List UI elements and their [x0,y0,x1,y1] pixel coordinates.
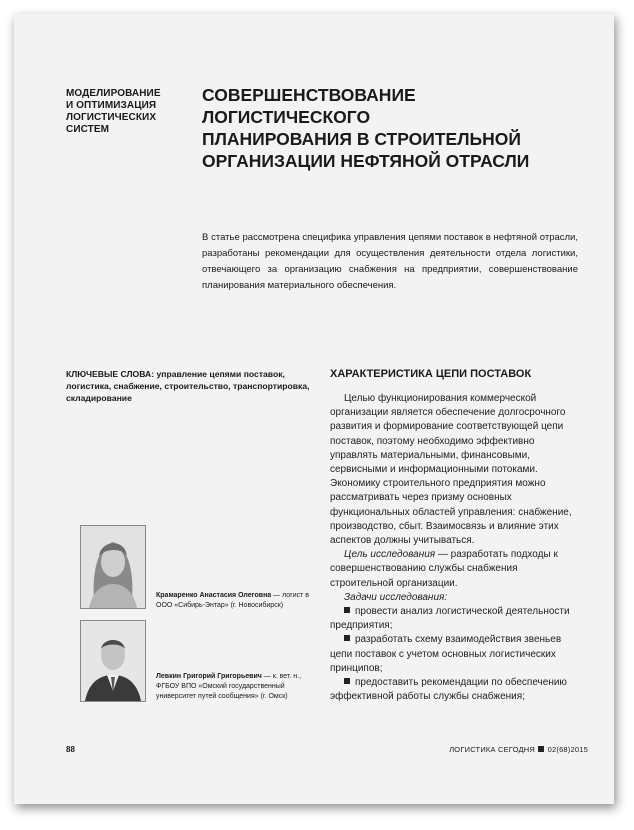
list-item: провести анализ логистической деятельности предприятия; [330,606,570,632]
bullet-square-icon [344,607,350,613]
keywords-text: управление цепями поставок, логистика, снабжение, строительство, транспортировка, складирование [66,369,310,403]
author-caption [156,672,316,702]
issue-number: 02(68)2015 [547,745,588,754]
section-heading: ХАРАКТЕРИСТИКА ЦЕПИ ПОСТАВОК [330,368,532,380]
article-title: СОВЕРШЕНСТВОВАНИЕ ЛОГИСТИЧЕСКОГО ПЛАНИРОВАНИЯ В СТРОИТЕЛЬНОЙ ОРГАНИЗАЦИИ НЕФТЯНОЙ ОТРАСЛИ [202,85,530,171]
abstract: В статье рассмотрена специфика управления цепями поставок в нефтяной отрасли, разработаны рекомендации для осуществления деятельности отдела логистики, отвечающего за организацию снабжения на предприятии, совершенствование планирования материального обеспечения. [202,232,578,291]
body-text [330,392,580,704]
author-caption [156,591,316,611]
list-item: предоставить рекомендации по обеспечению эффективной работы службы снабжения; [330,677,567,703]
author-photo [80,620,146,702]
keywords [66,368,312,404]
square-separator-icon [538,746,544,752]
goal-paragraph [330,548,580,591]
paragraph: Целью функционирования коммерческой организации является обеспечение долгосрочного развития и формирование соответствующей цепи поставок, поэтому необходимо эффективно управлять материальными, финансовыми, сервисными и информационными потоками. Экономику строительного предприятия можно рассматривать через призму основных функциональных областей управления: снабжение, производство, сбыт. Взаимосвязь и влияние этих аспектов должны учитываться. [330,393,572,547]
page-number: 88 [66,745,75,754]
keywords-label: КЛЮЧЕВЫЕ СЛОВА: [66,369,155,379]
list-item: разработать схему взаимодействия звеньев цепи поставок с учетом основных логистических принципов; [330,634,562,674]
goal-label: Цель исследования [344,549,436,561]
bullet-square-icon [344,635,350,641]
journal-name: ЛОГИСТИКА СЕГОДНЯ [449,745,536,754]
tasks-label: Задачи исследования: [344,591,448,603]
section-label: МОДЕЛИРОВАНИЕ И ОПТИМИЗАЦИЯ ЛОГИСТИЧЕСКИХ СИСТЕМ [66,88,161,135]
journal-footer [449,745,588,754]
woman-portrait-icon [81,526,145,608]
goal-text: — разработать подходы к совершенствованию службы снабжения строительной организации. [330,549,558,589]
bullet-square-icon [344,678,350,684]
author-desc: — логист в ООО «Сибирь-Энтар» (г. Новосибирск) [156,592,309,609]
author-name: Левкин Григорий Григорьевич [156,673,262,680]
author-name: Крамаренко Анастасия Олеговна [156,592,272,599]
man-portrait-icon [81,621,145,701]
author-desc: — к. вет. н., ФГБОУ ВПО «Омский государственный университет путей сообщения» (г. Омск) [156,673,302,700]
author-photo [80,525,146,609]
